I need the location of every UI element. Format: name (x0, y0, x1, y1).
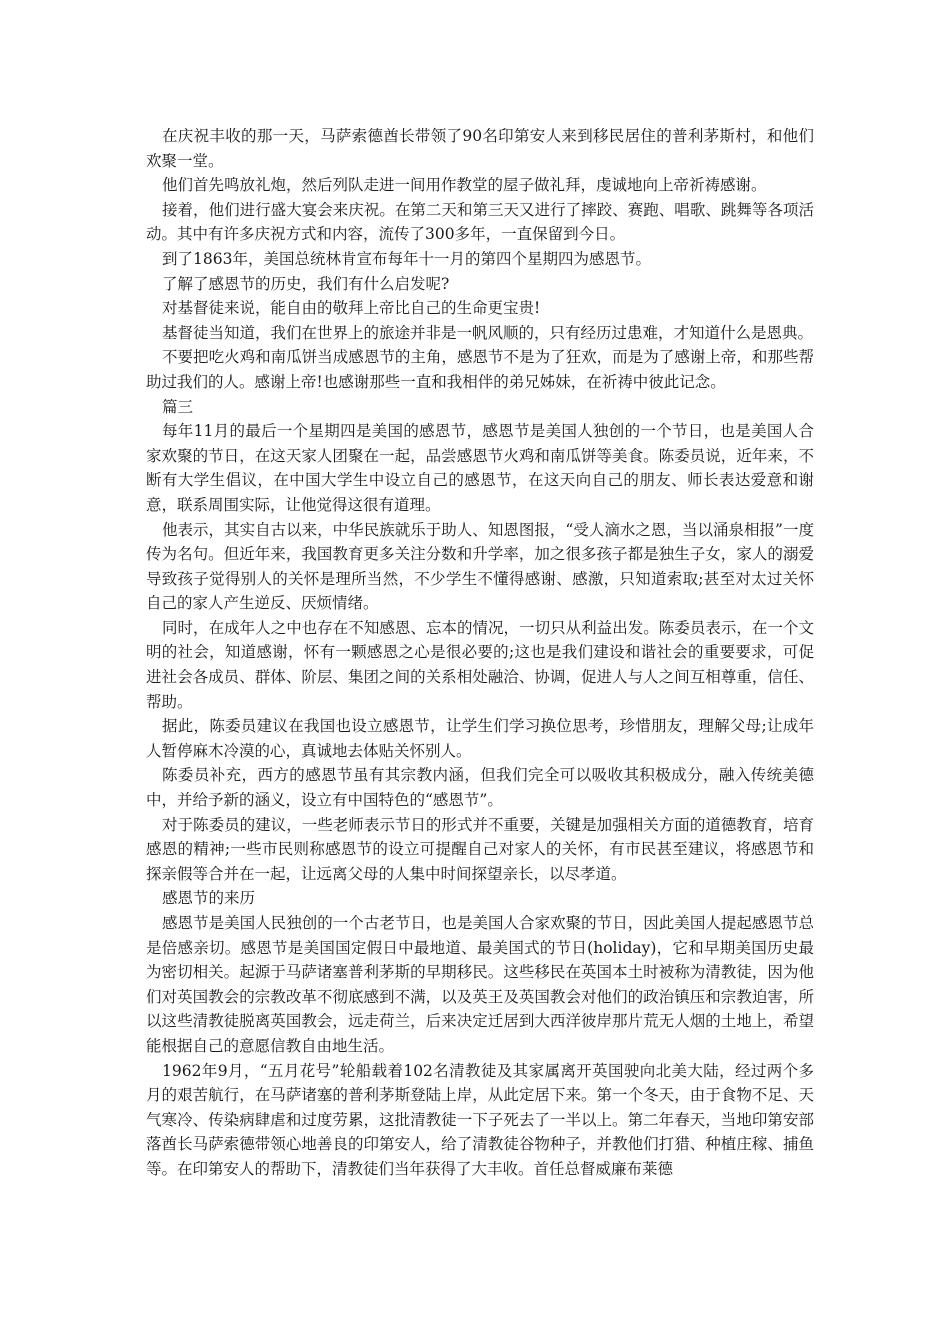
paragraph: 到了1863年，美国总统林肯宣布每年十一月的第四个星期四为感恩节。 (162, 249, 651, 268)
paragraph: 同时，在成年人之中也存在不知感恩、忘本的情况，一切只从利益出发。陈委员表示，在一个文明的社会，知道感谢，怀有一颗感恩之心是很必要的;这也是我们建设和谐社会的重要要求，可促进社会各成员、群体、阶层、集团之间的关系相处融洽、协调，促进人与人之间互相尊重，信任、帮助。 (146, 618, 814, 711)
paragraph: 据此，陈委员建议在我国也设立感恩节，让学生们学习换位思考，珍惜朋友，理解父母;让成年人暂停麻木冷漠的心，真诚地去体贴关怀别人。 (146, 717, 814, 760)
paragraph: 他们首先鸣放礼炮，然后列队走进一间用作教堂的屋子做礼拜，虔诚地向上帝祈祷感谢。 (162, 176, 767, 195)
document-body (146, 124, 814, 1182)
paragraph: 感恩节是美国人民独创的一个古老节日，也是美国人合家欢聚的节日，因此美国人提起感恩节总是倍感亲切。感恩节是美国国定假日中最地道、最美国式的节日(holiday)，它和早期美国历史最为密切相关。起源于马萨诸塞普利茅斯的早期移民。这些移民在英国本土时被称为清教徒，因为他们对英国教会的宗教改革不彻底感到不满，以及英王及英国教会对他们的政治镇压和宗教迫害，所以这些清教徒脱离英国教会，远走荷兰，后来决定迁居到大西洋彼岸那片荒无人烟的土地上，希望能根据自己的意愿信教自由地生活。 (146, 914, 814, 1055)
paragraph: 不要把吃火鸡和南瓜饼当成感恩节的主角，感恩节不是为了狂欢，而是为了感谢上帝，和那些帮助过我们的人。感谢上帝!也感谢那些一直和我相伴的弟兄姊妹，在祈祷中彼此记念。 (146, 348, 814, 391)
paragraph: 接着，他们进行盛大宴会来庆祝。在第二天和第三天又进行了摔跤、赛跑、唱歌、跳舞等各项活动。其中有许多庆祝方式和内容，流传了300多年，一直保留到今日。 (146, 200, 814, 244)
paragraph: 了解了感恩节的历史，我们有什么启发呢? (162, 274, 450, 293)
paragraph: 1962年9月，“五月花号”轮船载着102名清教徒及其家属离开英国驶向北美大陆，经过两个多月的艰苦航行，在马萨诸塞的普利茅斯登陆上岸，从此定居下来。第一个冬天，由于食物不足、天气寒冷、传染病肆虐和过度劳累，这批清教徒一下子死去了一半以上。第二年春天，当地印第安部落酋长马萨索德带领心地善良的印第安人，给了清教徒谷物种子，并教他们打猎、种植庄稼、捕鱼等。在印第安人的帮助下，清教徒们当年获得了大丰收。首任总督威廉布莱德 (146, 1061, 814, 1178)
paragraph: 在庆祝丰收的那一天，马萨索德酋长带领了90名印第安人来到移民居住的普利茅斯村，和他们欢聚一堂。 (146, 127, 814, 170)
paragraph: 每年11月的最后一个星期四是美国的感恩节，感恩节是美国人独创的一个节日，也是美国人合家欢聚的节日，在这天家人团聚在一起，品尝感恩节火鸡和南瓜饼等美食。陈委员说，近年来，不断有大学生倡议，在中国大学生中设立自己的感恩节，在这天向自己的朋友、师长表达爱意和谢意，联系周围实际，让他觉得这很有道理。 (146, 422, 814, 514)
section-heading: 篇三 (162, 397, 194, 416)
paragraph: 对基督徒来说，能自由的敬拜上帝比自己的生命更宝贵! (162, 299, 541, 318)
paragraph: 对于陈委员的建议，一些老师表示节日的形式并不重要，关键是加强相关方面的道德教育，培育感恩的精神;一些市民则称感恩节的设立可提醒自己对家人的关怀，有市民甚至建议，将感恩节和探亲假等合并在一起，让远离父母的人集中时间探望亲长，以尽孝道。 (146, 815, 814, 883)
section-heading: 感恩节的来历 (162, 889, 256, 908)
paragraph: 陈委员补充，西方的感恩节虽有其宗教内涵，但我们完全可以吸收其积极成分，融入传统美德中，并给予新的涵义，设立有中国特色的“感恩节”。 (146, 766, 814, 810)
paragraph: 他表示，其实自古以来，中华民族就乐于助人、知恩图报，“受人滴水之恩，当以涌泉相报”一度传为名句。但近年来，我国教育更多关注分数和升学率，加之很多孩子都是独生子女，家人的溺爱导致孩子觉得别人的关怀是理所当然，不少学生不懂得感谢、感激，只知道索取;甚至对太过关怀自己的家人产生逆反、厌烦情绪。 (146, 520, 814, 613)
paragraph: 基督徒当知道，我们在世界上的旅途并非是一帆风顺的，只有经历过患难，才知道什么是恩典。 (162, 323, 814, 342)
